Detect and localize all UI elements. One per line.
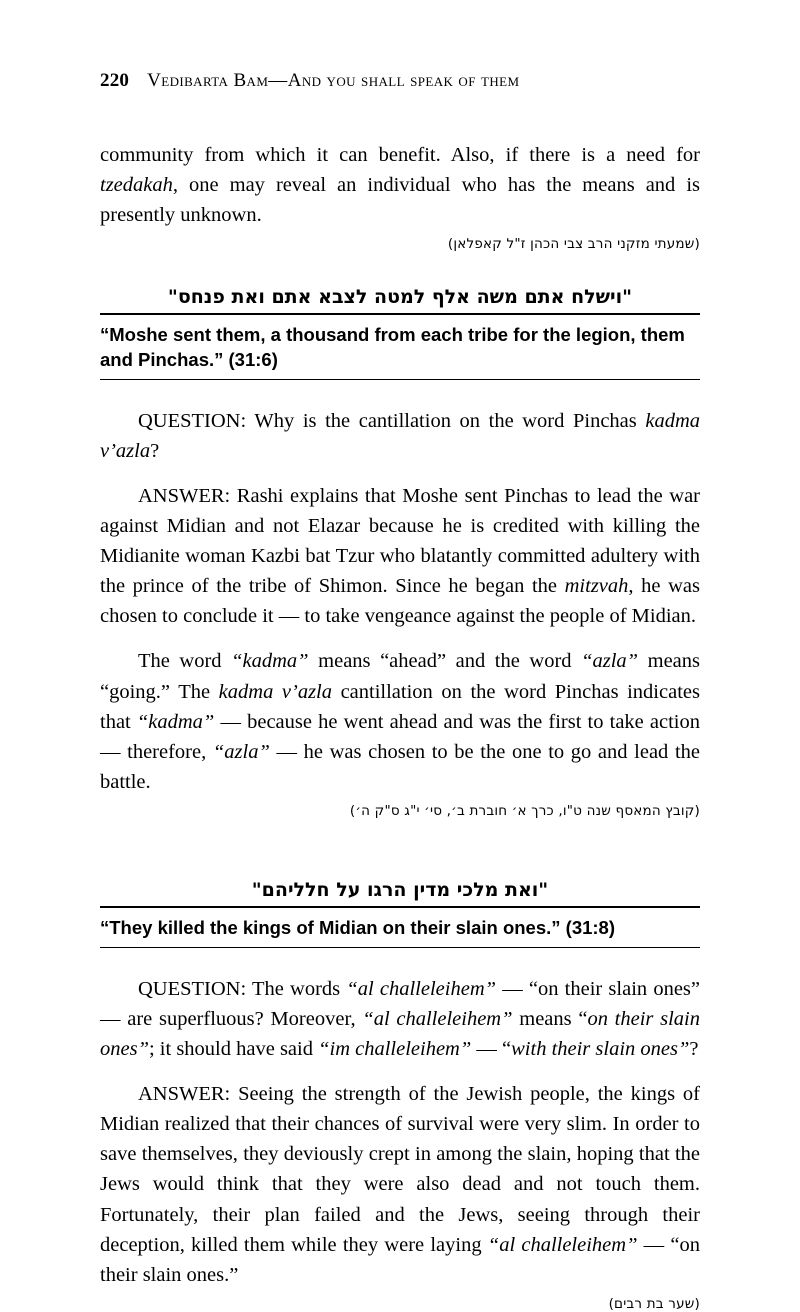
page-number: 220 xyxy=(100,70,130,91)
italic-run: on their slain ones” xyxy=(100,1007,700,1060)
section-31-8 xyxy=(100,879,700,1312)
section-31-6 xyxy=(100,286,700,819)
text-run: ? xyxy=(689,1037,699,1060)
running-title: Vedibarta Bam—And you shall speak of them xyxy=(147,70,520,91)
text-run: Seeing the strength of the Jewish people, the kings of Midian realized that their chances of survival were very slim. In order to save themselves, they deviously crept in among the slain, hoping that the Jews would think that they were also dead and not touch them. Fortunately, their plan failed and the Jews, seeing through their deception, killed them while they were laying xyxy=(100,1083,700,1256)
paragraph-extra xyxy=(100,646,700,797)
top-text-block xyxy=(100,140,700,252)
question-label: QUESTION: xyxy=(138,977,247,1000)
italic-run: “kadma” xyxy=(231,650,309,673)
text-run: — “ xyxy=(471,1037,512,1060)
text-run: means “going.” The xyxy=(100,650,700,703)
italic-run: “kadma” xyxy=(136,710,215,733)
text-run: ? xyxy=(150,439,160,462)
paragraph-answer xyxy=(100,481,700,632)
italic-run: mitzvah xyxy=(564,575,629,598)
text-run: The words xyxy=(246,977,347,1000)
italic-run: tzedakah xyxy=(100,174,173,197)
answer-label: ANSWER: xyxy=(138,484,231,507)
text-run: — “on their slain ones.” xyxy=(100,1233,700,1286)
hebrew-verse-heading: "ואת מלכי מדין הרגו על חלליהם" xyxy=(100,879,700,908)
italic-run: kadma v’azla xyxy=(100,409,700,462)
hebrew-verse-heading: "וישלח אתם משה אלף למטה לצבא אתם ואת פנחס" xyxy=(100,286,700,315)
question-label: QUESTION: xyxy=(138,409,247,432)
text-run: ; it should have said xyxy=(148,1037,319,1060)
text-run: — he was chosen to be the one to go and lead the battle. xyxy=(100,740,700,793)
section-spacer xyxy=(100,819,700,845)
italic-run: “azla” xyxy=(581,650,639,673)
text-run: — because he went ahead and was the first to take action — therefore, xyxy=(100,710,700,763)
english-verse-heading: “They killed the kings of Midian on their slain ones.” (31:8) xyxy=(100,908,700,948)
paragraph-answer xyxy=(100,1079,700,1290)
italic-run: “al challeleihem” xyxy=(346,977,497,1000)
italic-run: kadma v’azla xyxy=(218,680,332,703)
text-run: — “on their slain ones” — are superfluous? Moreover, xyxy=(100,977,701,1030)
section-body xyxy=(100,406,700,820)
text-run: The word xyxy=(138,650,232,673)
text-run: , he was chosen to conclude it — to take vengeance against the people of Midian. xyxy=(100,575,700,628)
italic-run: “al challeleihem” xyxy=(487,1233,638,1256)
source-credit: (שמעתי מזקני הרב צבי הכהן ז"ל קאפלאן) xyxy=(447,236,700,253)
text-run: community from which it can benefit. Also, if there is a need for xyxy=(100,144,700,166)
italic-run: “im challeleihem” xyxy=(318,1037,472,1060)
text-run: Rashi explains that Moshe sent Pinchas to lead the war against Midian and not Elazar because he is credited with killing the Midianite woman Kazbi bat Tzur who blatantly committed adultery with the prince of the tribe of Shimon. Since he began the xyxy=(100,484,700,598)
english-verse-heading: “Moshe sent them, a thousand from each tribe for the legion, them and Pinchas.” (31:6) xyxy=(100,315,700,379)
paragraph-question xyxy=(100,974,700,1064)
paragraph-question xyxy=(100,406,700,466)
text-run: Why is the cantillation on the word Pinchas xyxy=(246,409,646,432)
section-body xyxy=(100,974,700,1312)
source-credit: (קובץ המאסף שנה ט"ו, כרך א׳ חוברת ב׳, סי׳ י"ג ס"ק ה׳) xyxy=(349,803,700,820)
italic-run: with their slain ones” xyxy=(511,1037,690,1060)
text-run: means “ahead” and the word xyxy=(308,650,582,673)
text-run: cantillation on the word Pinchas indicates that xyxy=(100,680,700,733)
paragraph-continuation xyxy=(100,140,700,230)
running-head xyxy=(100,0,700,92)
source-credit: (שער בת רבים) xyxy=(608,1295,700,1312)
italic-run: “azla” xyxy=(212,740,270,763)
italic-run: “al challeleihem” xyxy=(362,1007,513,1030)
answer-label: ANSWER: xyxy=(138,1083,231,1106)
text-run: means “ xyxy=(512,1007,588,1030)
text-run: , one may reveal an individual who has the means and is presently unknown. xyxy=(100,174,700,227)
